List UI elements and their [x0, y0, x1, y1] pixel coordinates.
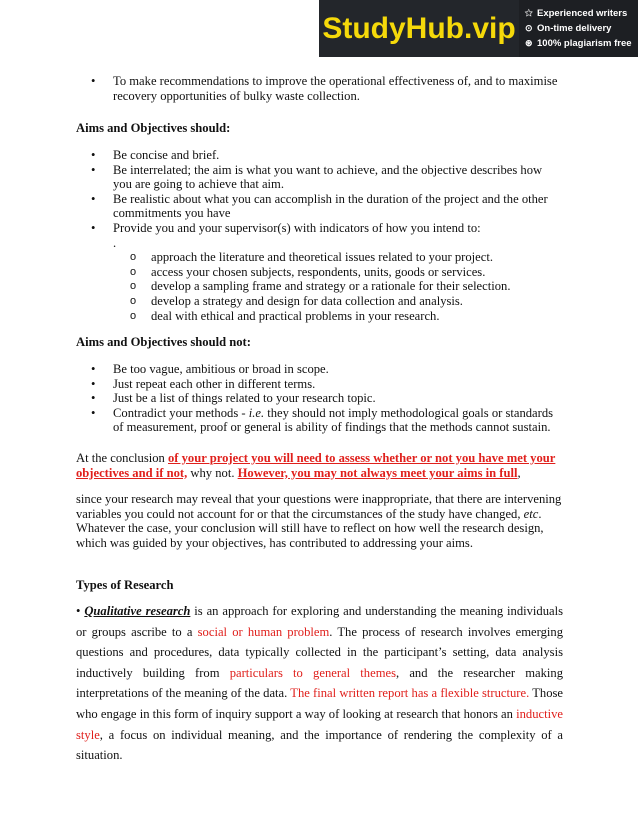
logo-text: StudyHub.vip — [322, 11, 516, 45]
list-item-dot: . — [113, 235, 117, 250]
intro-bullet-list — [76, 74, 563, 103]
feature-label: 100% plagiarism free — [537, 38, 632, 49]
highlight-text: However, you may not always meet your aims in full — [237, 465, 518, 480]
feature-label: On-time delivery — [537, 23, 612, 34]
qualitative-research-paragraph: • Qualitative research is an approach for exploring and understanding the meaning individuals or groups ascribe to a social or human problem. The process of research involves emerging questions and procedures, data typically collected in the participant’s setting, data analysis inductively building from particulars to general themes, and the researcher making interpretations of the meaning of the data. The final written report has a flexible structure. Those who engage in this form of inquiry support a way of looking at research that honors an inductive style, a focus on individual meaning, and the importance of rendering the complexity of a situation. — [76, 604, 563, 763]
conclusion-continuation: since your research may reveal that your questions were inappropriate, that there are intervening variables you could not account for or that the circumstances of the study have changed, etc. Whatever the case, your conclusion will still have to reflect on how well the research design, which was guided by your objectives, has contributed to addressing your aims. — [76, 492, 562, 550]
studyhub-banner[interactable] — [319, 0, 638, 57]
conclusion-paragraph: At the conclusion of your project you will need to assess whether or not you have met your objectives and if not, why not. However, you may not always meet your aims in full, — [76, 451, 556, 480]
sub-list-item: o access your chosen subjects, respondents, units, goods or services. — [130, 264, 486, 279]
should-list — [76, 148, 563, 323]
list-item: • To make recommendations to improve the operational effectiveness of, and to maximise recovery opportunities of bulky waste collection. — [91, 74, 558, 103]
clock-icon: ⊙ — [525, 23, 533, 33]
list-item: • Provide you and your supervisor(s) with indicators of how you intend to: — [91, 220, 481, 235]
feature-plagiarism-free — [525, 36, 638, 51]
banner-features — [519, 0, 638, 57]
should-not-heading: Aims and Objectives should not: — [76, 335, 251, 349]
feature-experienced-writers — [525, 6, 638, 21]
term-qualitative-research: Qualitative research — [84, 604, 191, 618]
sub-list-item: o develop a strategy and design for data collection and analysis. — [130, 293, 463, 308]
studyhub-logo[interactable] — [319, 0, 519, 57]
sub-list-item: o deal with ethical and practical problems in your research. — [130, 308, 440, 323]
highlight-text: of your project you will need to assess whether or not you have met your objectives and if not, — [76, 451, 556, 480]
list-item: • Be interrelated; the aim is what you want to achieve, and the objective describes how you are going to achieve that aim. — [91, 162, 543, 192]
feature-on-time-delivery — [525, 21, 638, 36]
list-item: • Just repeat each other in different terms. — [91, 376, 316, 391]
star-icon: ✩ — [525, 8, 533, 18]
list-item: • Be concise and brief. — [91, 148, 220, 162]
types-heading: Types of Research — [76, 578, 174, 592]
should-sub-list — [76, 250, 563, 323]
feature-label: Experienced writers — [537, 8, 628, 19]
list-item: • Just be a list of things related to your research topic. — [91, 391, 376, 406]
should-not-list — [76, 362, 563, 435]
should-heading: Aims and Objectives should: — [76, 121, 231, 135]
sub-list-item: o develop a sampling frame and strategy or a rationale for their selection. — [130, 279, 511, 294]
list-item: • Contradict your methods - i.e. they should not imply methodological goals or standards of measurement, proof or general is ability of findings that the methods cannot sustain. — [91, 405, 554, 435]
bullet-dot: • — [91, 74, 96, 88]
list-item: • Be too vague, ambitious or broad in scope. — [91, 362, 329, 376]
list-item: • Be realistic about what you can accomplish in the duration of the project and the other commitments you have — [91, 191, 548, 221]
badge-icon: ⊛ — [525, 38, 533, 48]
sub-list-item: o approach the literature and theoretical issues related to your project. — [130, 250, 493, 265]
